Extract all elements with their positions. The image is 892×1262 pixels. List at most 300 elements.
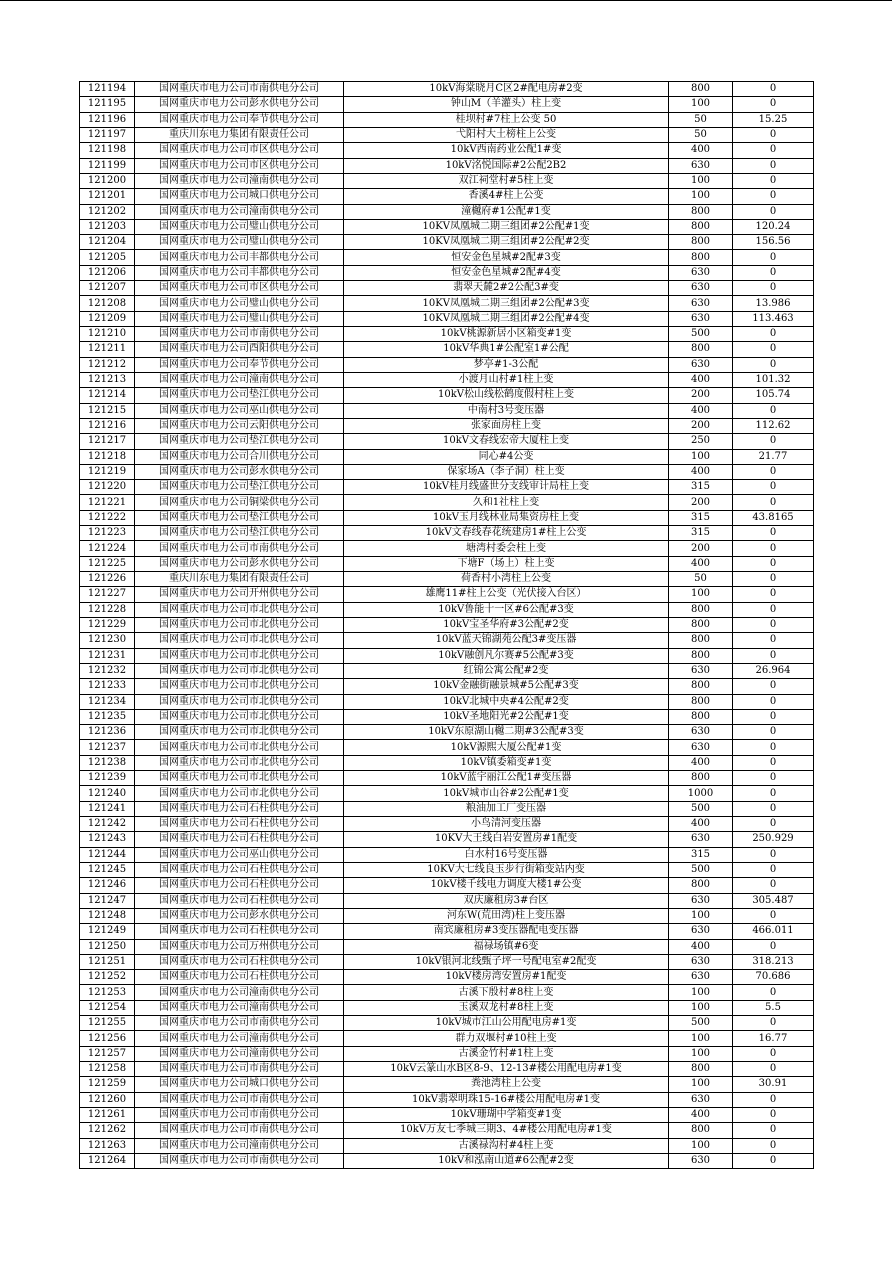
value-cell: 0 — [733, 1138, 814, 1153]
row-id-cell: 121200 — [80, 173, 135, 188]
table-row — [80, 342, 814, 357]
company-cell: 国网重庆市电力公司石柱供电分公司 — [135, 954, 344, 969]
row-id-cell: 121211 — [80, 342, 135, 357]
company-cell: 国网重庆市电力公司市区供电分公司 — [135, 158, 344, 173]
capacity-cell: 500 — [669, 862, 733, 877]
table-row — [80, 357, 814, 372]
capacity-cell: 630 — [669, 296, 733, 311]
table-row — [80, 112, 814, 127]
company-cell: 国网重庆市电力公司潼南供电分公司 — [135, 1046, 344, 1061]
company-cell: 国网重庆市电力公司市南供电分公司 — [135, 1107, 344, 1122]
capacity-cell: 800 — [669, 342, 733, 357]
company-cell: 国网重庆市电力公司丰都供电分公司 — [135, 265, 344, 280]
value-cell: 0 — [733, 97, 814, 112]
table-row — [80, 771, 814, 786]
company-cell: 国网重庆市电力公司垫江供电分公司 — [135, 388, 344, 403]
capacity-cell: 400 — [669, 1107, 733, 1122]
company-cell: 国网重庆市电力公司潼南供电分公司 — [135, 372, 344, 387]
transformer-name-cell: 10kV银河北线甄子坪一号配电室#2配变 — [344, 954, 669, 969]
table-row — [80, 1031, 814, 1046]
table-row — [80, 633, 814, 648]
row-id-cell: 121220 — [80, 480, 135, 495]
table-row — [80, 526, 814, 541]
value-cell: 305.487 — [733, 893, 814, 908]
capacity-cell: 800 — [669, 617, 733, 632]
transformer-name-cell: 玉溪双龙村#8柱上变 — [344, 1000, 669, 1015]
transformer-name-cell: 同心#4公变 — [344, 449, 669, 464]
capacity-cell: 800 — [669, 679, 733, 694]
transformer-name-cell: 小鸟清河变压器 — [344, 817, 669, 832]
table-row — [80, 985, 814, 1000]
value-cell: 0 — [733, 143, 814, 158]
row-id-cell: 121237 — [80, 740, 135, 755]
transformer-name-cell: 10kV楼千线电力调度大楼1#公变 — [344, 878, 669, 893]
row-id-cell: 121210 — [80, 327, 135, 342]
company-cell: 国网重庆市电力公司城口供电分公司 — [135, 189, 344, 204]
transformer-name-cell: 桂坝村#7柱上公变 50 — [344, 112, 669, 127]
company-cell: 国网重庆市电力公司市南供电分公司 — [135, 1092, 344, 1107]
row-id-cell: 121228 — [80, 602, 135, 617]
table-row — [80, 82, 814, 97]
company-cell: 国网重庆市电力公司市北供电分公司 — [135, 663, 344, 678]
table-row — [80, 939, 814, 954]
capacity-cell: 630 — [669, 357, 733, 372]
row-id-cell: 121250 — [80, 939, 135, 954]
row-id-cell: 121223 — [80, 526, 135, 541]
transformer-name-cell: 河东W(荒田湾)柱上变压器 — [344, 908, 669, 923]
transformer-name-cell: 久和1社柱上变 — [344, 495, 669, 510]
transformer-name-cell: 10kV鲁能十一区#6公配#3变 — [344, 602, 669, 617]
transformer-name-cell: 下塘F（场上）柱上变 — [344, 556, 669, 571]
table-row — [80, 878, 814, 893]
transformer-name-cell: 10kV蓝天锦湖苑公配3#变压器 — [344, 633, 669, 648]
value-cell: 0 — [733, 1153, 814, 1168]
capacity-cell: 400 — [669, 556, 733, 571]
table-row — [80, 648, 814, 663]
value-cell: 0 — [733, 939, 814, 954]
value-cell: 0 — [733, 173, 814, 188]
table-row — [80, 801, 814, 816]
company-cell: 国网重庆市电力公司垫江供电分公司 — [135, 526, 344, 541]
value-cell: 101.32 — [733, 372, 814, 387]
row-id-cell: 121252 — [80, 970, 135, 985]
company-cell: 国网重庆市电力公司市北供电分公司 — [135, 786, 344, 801]
row-id-cell: 121247 — [80, 893, 135, 908]
capacity-cell: 630 — [669, 832, 733, 847]
capacity-cell: 1000 — [669, 786, 733, 801]
transformer-name-cell: 古溪下殷村#8柱上变 — [344, 985, 669, 1000]
table-row — [80, 556, 814, 571]
table-row — [80, 219, 814, 234]
table-row — [80, 817, 814, 832]
table-row — [80, 663, 814, 678]
transformer-name-cell: 10kV翡翠明珠15-16#楼公用配电房#1变 — [344, 1092, 669, 1107]
company-cell: 国网重庆市电力公司潼南供电分公司 — [135, 1138, 344, 1153]
company-cell: 国网重庆市电力公司垫江供电分公司 — [135, 510, 344, 525]
table-row — [80, 602, 814, 617]
capacity-cell: 100 — [669, 985, 733, 1000]
capacity-cell: 630 — [669, 1092, 733, 1107]
table-row — [80, 1107, 814, 1122]
company-cell: 重庆川东电力集团有限责任公司 — [135, 572, 344, 587]
capacity-cell: 400 — [669, 817, 733, 832]
row-id-cell: 121206 — [80, 265, 135, 280]
capacity-cell: 630 — [669, 311, 733, 326]
company-cell: 国网重庆市电力公司铜梁供电分公司 — [135, 495, 344, 510]
value-cell: 5.5 — [733, 1000, 814, 1015]
value-cell: 112.62 — [733, 418, 814, 433]
table-row — [80, 709, 814, 724]
value-cell: 0 — [733, 250, 814, 265]
company-cell: 国网重庆市电力公司市北供电分公司 — [135, 725, 344, 740]
row-id-cell: 121235 — [80, 709, 135, 724]
table-row — [80, 1077, 814, 1092]
transformer-name-cell: 10kV文春线宏帝大厦柱上变 — [344, 434, 669, 449]
capacity-cell: 630 — [669, 740, 733, 755]
company-cell: 国网重庆市电力公司彭水供电分公司 — [135, 97, 344, 112]
value-cell: 0 — [733, 694, 814, 709]
row-id-cell: 121240 — [80, 786, 135, 801]
table-row — [80, 143, 814, 158]
value-cell: 0 — [733, 786, 814, 801]
transformer-name-cell: 10KV凤凰城二期三组团#2公配#2变 — [344, 235, 669, 250]
company-cell: 国网重庆市电力公司市北供电分公司 — [135, 648, 344, 663]
capacity-cell: 630 — [669, 725, 733, 740]
transformer-name-cell: 保家场A（李子洞）柱上变 — [344, 464, 669, 479]
row-id-cell: 121251 — [80, 954, 135, 969]
company-cell: 国网重庆市电力公司市北供电分公司 — [135, 679, 344, 694]
row-id-cell: 121224 — [80, 541, 135, 556]
capacity-cell: 100 — [669, 449, 733, 464]
table-body — [80, 82, 814, 1169]
value-cell: 0 — [733, 189, 814, 204]
value-cell: 0 — [733, 464, 814, 479]
value-cell: 466.011 — [733, 924, 814, 939]
value-cell: 0 — [733, 495, 814, 510]
value-cell: 0 — [733, 648, 814, 663]
table-row — [80, 587, 814, 602]
capacity-cell: 200 — [669, 388, 733, 403]
company-cell: 国网重庆市电力公司市区供电分公司 — [135, 143, 344, 158]
row-id-cell: 121246 — [80, 878, 135, 893]
value-cell: 16.77 — [733, 1031, 814, 1046]
row-id-cell: 121233 — [80, 679, 135, 694]
table-row — [80, 617, 814, 632]
value-cell: 0 — [733, 327, 814, 342]
transformer-name-cell: 中南村3号变压器 — [344, 403, 669, 418]
transformer-name-cell: 10kV宝圣华府#3公配#2变 — [344, 617, 669, 632]
company-cell: 国网重庆市电力公司潼南供电分公司 — [135, 1031, 344, 1046]
value-cell: 0 — [733, 1092, 814, 1107]
capacity-cell: 100 — [669, 1077, 733, 1092]
transformer-name-cell: 10kV玉月线林业局集资房柱上变 — [344, 510, 669, 525]
value-cell: 0 — [733, 204, 814, 219]
page-top-rule — [0, 0, 892, 1]
value-cell: 0 — [733, 82, 814, 97]
capacity-cell: 630 — [669, 893, 733, 908]
value-cell: 21.77 — [733, 449, 814, 464]
company-cell: 国网重庆市电力公司石柱供电分公司 — [135, 801, 344, 816]
capacity-cell: 100 — [669, 908, 733, 923]
capacity-cell: 50 — [669, 112, 733, 127]
table-row — [80, 510, 814, 525]
transformer-name-cell: 群力双堰村#10柱上变 — [344, 1031, 669, 1046]
row-id-cell: 121201 — [80, 189, 135, 204]
row-id-cell: 121243 — [80, 832, 135, 847]
transformer-name-cell: 10kV金融街融景城#5公配#3变 — [344, 679, 669, 694]
transformer-name-cell: 双庆廉租房3#台区 — [344, 893, 669, 908]
row-id-cell: 121203 — [80, 219, 135, 234]
table-row — [80, 954, 814, 969]
row-id-cell: 121241 — [80, 801, 135, 816]
transformer-name-cell: 10kV华典1#公配室1#公配 — [344, 342, 669, 357]
capacity-cell: 100 — [669, 1046, 733, 1061]
company-cell: 国网重庆市电力公司石柱供电分公司 — [135, 893, 344, 908]
value-cell: 0 — [733, 281, 814, 296]
company-cell: 国网重庆市电力公司石柱供电分公司 — [135, 878, 344, 893]
transformer-name-cell: 10KV凤凰城二期三组团#2公配#1变 — [344, 219, 669, 234]
value-cell: 0 — [733, 908, 814, 923]
transformer-name-cell: 10kV镇委箱变#1变 — [344, 755, 669, 770]
capacity-cell: 100 — [669, 97, 733, 112]
company-cell: 重庆川东电力集团有限责任公司 — [135, 127, 344, 142]
row-id-cell: 121242 — [80, 817, 135, 832]
row-id-cell: 121194 — [80, 82, 135, 97]
row-id-cell: 121212 — [80, 357, 135, 372]
row-id-cell: 121225 — [80, 556, 135, 571]
value-cell: 0 — [733, 587, 814, 602]
table-row — [80, 403, 814, 418]
capacity-cell: 100 — [669, 587, 733, 602]
row-id-cell: 121261 — [80, 1107, 135, 1122]
row-id-cell: 121257 — [80, 1046, 135, 1061]
row-id-cell: 121197 — [80, 127, 135, 142]
value-cell: 0 — [733, 679, 814, 694]
table-row — [80, 281, 814, 296]
company-cell: 国网重庆市电力公司市北供电分公司 — [135, 602, 344, 617]
table-row — [80, 173, 814, 188]
company-cell: 国网重庆市电力公司彭水供电分公司 — [135, 908, 344, 923]
capacity-cell: 200 — [669, 418, 733, 433]
row-id-cell: 121215 — [80, 403, 135, 418]
value-cell: 0 — [733, 127, 814, 142]
transformer-name-cell: 10kV源熙大厦公配#1变 — [344, 740, 669, 755]
value-cell: 0 — [733, 342, 814, 357]
capacity-cell: 630 — [669, 158, 733, 173]
capacity-cell: 630 — [669, 954, 733, 969]
row-id-cell: 121264 — [80, 1153, 135, 1168]
table-row — [80, 755, 814, 770]
value-cell: 0 — [733, 602, 814, 617]
table-row — [80, 250, 814, 265]
transformer-name-cell: 10kV楼房湾安置房#1配变 — [344, 970, 669, 985]
value-cell: 0 — [733, 357, 814, 372]
company-cell: 国网重庆市电力公司市南供电分公司 — [135, 1153, 344, 1168]
value-cell: 105.74 — [733, 388, 814, 403]
row-id-cell: 121229 — [80, 617, 135, 632]
table-row — [80, 786, 814, 801]
company-cell: 国网重庆市电力公司潼南供电分公司 — [135, 985, 344, 1000]
transformer-name-cell: 10kV城市江山公用配电房#1变 — [344, 1016, 669, 1031]
value-cell: 26.964 — [733, 663, 814, 678]
table-row — [80, 740, 814, 755]
value-cell: 0 — [733, 725, 814, 740]
value-cell: 15.25 — [733, 112, 814, 127]
transformer-name-cell: 10kV珊瑚中学箱变#1变 — [344, 1107, 669, 1122]
capacity-cell: 50 — [669, 127, 733, 142]
table-row — [80, 694, 814, 709]
value-cell: 0 — [733, 740, 814, 755]
company-cell: 国网重庆市电力公司市区供电分公司 — [135, 281, 344, 296]
transformer-name-cell: 10kV云篆山水B区8-9、12-13#楼公用配电房#1变 — [344, 1062, 669, 1077]
capacity-cell: 100 — [669, 1138, 733, 1153]
table-row — [80, 495, 814, 510]
row-id-cell: 121196 — [80, 112, 135, 127]
capacity-cell: 315 — [669, 526, 733, 541]
company-cell: 国网重庆市电力公司彭水供电分公司 — [135, 464, 344, 479]
value-cell: 0 — [733, 265, 814, 280]
table-row — [80, 127, 814, 142]
company-cell: 国网重庆市电力公司开州供电分公司 — [135, 587, 344, 602]
transformer-name-cell: 红锦公寓公配#2变 — [344, 663, 669, 678]
company-cell: 国网重庆市电力公司石柱供电分公司 — [135, 970, 344, 985]
table-row — [80, 725, 814, 740]
capacity-cell: 800 — [669, 602, 733, 617]
transformer-name-cell: 梦亭#1-3公配 — [344, 357, 669, 372]
value-cell: 0 — [733, 771, 814, 786]
row-id-cell: 121231 — [80, 648, 135, 663]
row-id-cell: 121219 — [80, 464, 135, 479]
row-id-cell: 121213 — [80, 372, 135, 387]
row-id-cell: 121202 — [80, 204, 135, 219]
value-cell: 0 — [733, 847, 814, 862]
capacity-cell: 500 — [669, 801, 733, 816]
company-cell: 国网重庆市电力公司巫山供电分公司 — [135, 847, 344, 862]
value-cell: 70.686 — [733, 970, 814, 985]
row-id-cell: 121258 — [80, 1062, 135, 1077]
company-cell: 国网重庆市电力公司璧山供电分公司 — [135, 235, 344, 250]
table-row — [80, 1092, 814, 1107]
transformer-name-cell: 翡翠天麓2#2公配3#变 — [344, 281, 669, 296]
table-row — [80, 388, 814, 403]
table-row — [80, 265, 814, 280]
company-cell: 国网重庆市电力公司彭水供电分公司 — [135, 556, 344, 571]
table-row — [80, 1046, 814, 1061]
value-cell: 0 — [733, 817, 814, 832]
capacity-cell: 100 — [669, 1000, 733, 1015]
capacity-cell: 315 — [669, 847, 733, 862]
transformer-name-cell: 南宾廉租房#3变压器配电变压器 — [344, 924, 669, 939]
table-row — [80, 1138, 814, 1153]
table-row — [80, 296, 814, 311]
capacity-cell: 800 — [669, 1062, 733, 1077]
transformer-name-cell: 塘湾村委会柱上变 — [344, 541, 669, 556]
transformer-name-cell: 10kV和泓南山道#6公配#2变 — [344, 1153, 669, 1168]
transformer-name-cell: 张家面房柱上变 — [344, 418, 669, 433]
transformer-name-cell: 10kV万友七季城三期3、4#楼公用配电房#1变 — [344, 1123, 669, 1138]
capacity-cell: 200 — [669, 495, 733, 510]
row-id-cell: 121232 — [80, 663, 135, 678]
transformer-name-cell: 10kV北城中央#4公配#2变 — [344, 694, 669, 709]
company-cell: 国网重庆市电力公司市南供电分公司 — [135, 1062, 344, 1077]
row-id-cell: 121239 — [80, 771, 135, 786]
row-id-cell: 121262 — [80, 1123, 135, 1138]
company-cell: 国网重庆市电力公司巫山供电分公司 — [135, 403, 344, 418]
transformer-name-cell: 双江祠堂村#5柱上变 — [344, 173, 669, 188]
capacity-cell: 800 — [669, 235, 733, 250]
transformer-name-cell: 10kV东原湖山樾二期#3公配#3变 — [344, 725, 669, 740]
capacity-cell: 200 — [669, 541, 733, 556]
transformer-name-cell: 10KV凤凰城二期三组团#2公配#4变 — [344, 311, 669, 326]
table-row — [80, 449, 814, 464]
capacity-cell: 400 — [669, 143, 733, 158]
capacity-cell: 800 — [669, 633, 733, 648]
table-row — [80, 1153, 814, 1168]
capacity-cell: 630 — [669, 663, 733, 678]
table-row — [80, 1062, 814, 1077]
capacity-cell: 315 — [669, 480, 733, 495]
capacity-cell: 630 — [669, 970, 733, 985]
capacity-cell: 800 — [669, 694, 733, 709]
value-cell: 0 — [733, 801, 814, 816]
capacity-cell: 800 — [669, 250, 733, 265]
transformer-name-cell: 10kV城市山谷#2公配#1变 — [344, 786, 669, 801]
capacity-cell: 400 — [669, 372, 733, 387]
table-row — [80, 847, 814, 862]
capacity-cell: 250 — [669, 434, 733, 449]
company-cell: 国网重庆市电力公司酉阳供电分公司 — [135, 342, 344, 357]
value-cell: 0 — [733, 633, 814, 648]
company-cell: 国网重庆市电力公司市北供电分公司 — [135, 633, 344, 648]
row-id-cell: 121230 — [80, 633, 135, 648]
table-row — [80, 418, 814, 433]
value-cell: 0 — [733, 862, 814, 877]
value-cell: 0 — [733, 158, 814, 173]
table-row — [80, 97, 814, 112]
value-cell: 156.56 — [733, 235, 814, 250]
row-id-cell: 121195 — [80, 97, 135, 112]
company-cell: 国网重庆市电力公司市南供电分公司 — [135, 1016, 344, 1031]
row-id-cell: 121218 — [80, 449, 135, 464]
capacity-cell: 800 — [669, 82, 733, 97]
transformer-name-cell: 白水村16号变压器 — [344, 847, 669, 862]
company-cell: 国网重庆市电力公司垫江供电分公司 — [135, 480, 344, 495]
row-id-cell: 121198 — [80, 143, 135, 158]
company-cell: 国网重庆市电力公司奉节供电分公司 — [135, 112, 344, 127]
table-row — [80, 158, 814, 173]
capacity-cell: 315 — [669, 510, 733, 525]
transformer-name-cell: 10kV圣地阳光#2公配#1变 — [344, 709, 669, 724]
capacity-cell: 50 — [669, 572, 733, 587]
transformer-name-cell: 10KV大王线白岩安置房#1配变 — [344, 832, 669, 847]
transformer-name-cell: 10kV西南药业公配1#变 — [344, 143, 669, 158]
transformer-name-cell: 弋阳村大土榜柱上公变 — [344, 127, 669, 142]
company-cell: 国网重庆市电力公司市南供电分公司 — [135, 327, 344, 342]
row-id-cell: 121226 — [80, 572, 135, 587]
company-cell: 国网重庆市电力公司潼南供电分公司 — [135, 173, 344, 188]
transformer-name-cell: 荷香村小湾柱上公变 — [344, 572, 669, 587]
transformer-table — [79, 81, 814, 1169]
transformer-name-cell: 10kV文春线春花统建房1#柱上公变 — [344, 526, 669, 541]
capacity-cell: 800 — [669, 204, 733, 219]
table-row — [80, 541, 814, 556]
row-id-cell: 121245 — [80, 862, 135, 877]
table-row — [80, 908, 814, 923]
table-row — [80, 1000, 814, 1015]
company-cell: 国网重庆市电力公司市北供电分公司 — [135, 617, 344, 632]
value-cell: 0 — [733, 526, 814, 541]
row-id-cell: 121236 — [80, 725, 135, 740]
